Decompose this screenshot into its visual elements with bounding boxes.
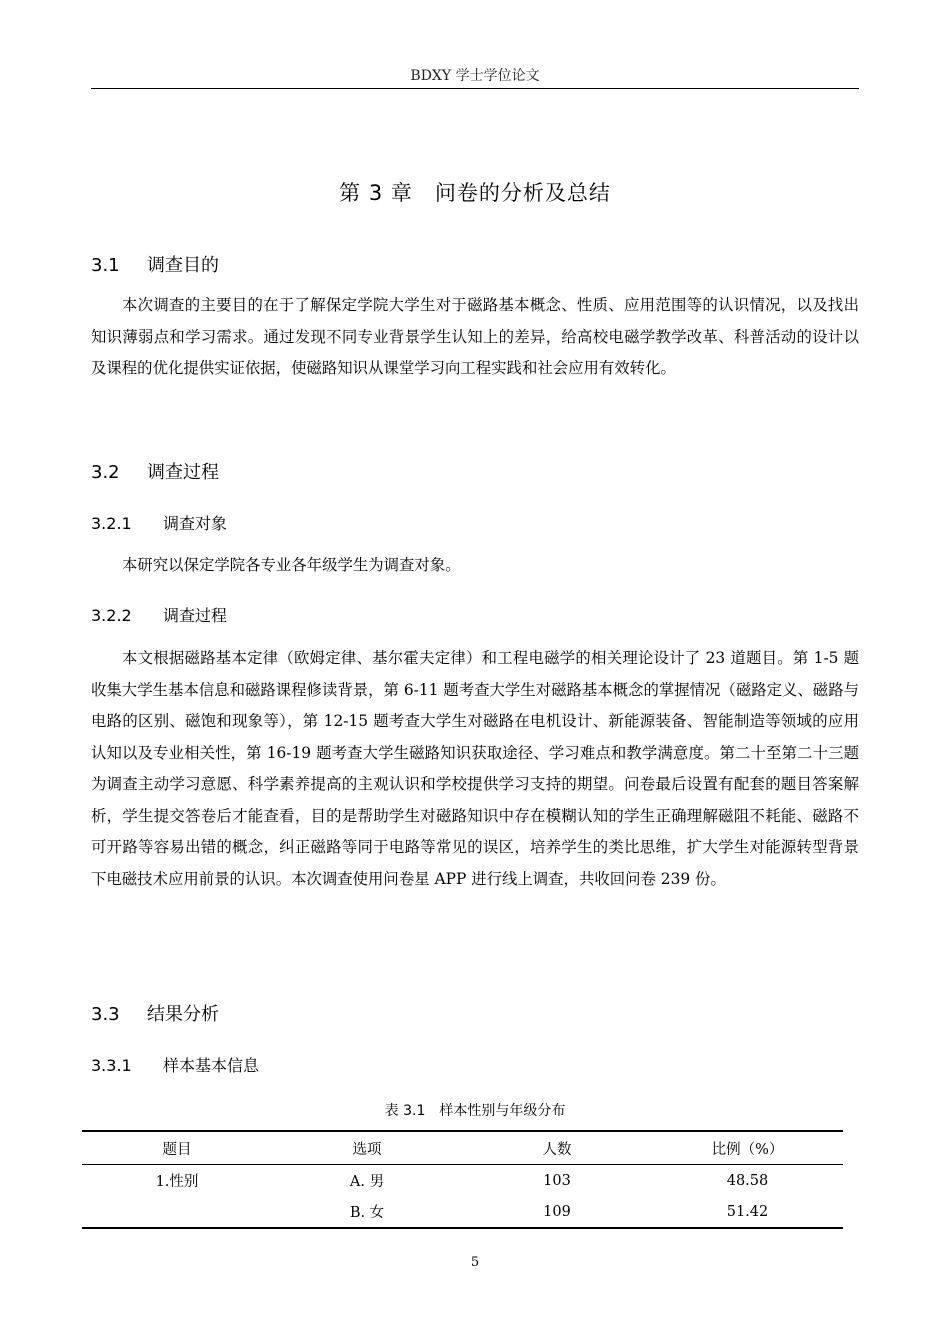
subsection-heading-3-2-2 <box>91 604 227 628</box>
column-header: 人数 <box>462 1131 652 1165</box>
section-number: 3.3 <box>91 1004 120 1025</box>
section-heading-3-1 <box>91 253 219 279</box>
section-number: 3.2.1 <box>91 514 132 533</box>
section-title: 调查过程 <box>163 606 228 625</box>
section-title: 调查对象 <box>163 514 228 533</box>
section-title: 调查目的 <box>147 255 219 276</box>
page-number: 5 <box>470 1255 480 1270</box>
column-header: 题目 <box>82 1131 272 1165</box>
table-row <box>82 1165 843 1197</box>
section-title: 调查过程 <box>147 462 219 483</box>
header-rule <box>91 88 859 89</box>
table-cell: 109 <box>462 1196 652 1228</box>
table-cell: 48.58 <box>726 1172 769 1189</box>
section-heading-3-3 <box>91 1002 219 1028</box>
section-heading-3-2 <box>91 460 219 486</box>
table-cell: 1.性别 <box>155 1174 199 1190</box>
running-header: BDXY 学士学位论文 <box>410 68 540 84</box>
column-header: 比例（%） <box>652 1131 843 1165</box>
subsection-heading-3-2-1 <box>91 512 227 536</box>
column-header: 选项 <box>272 1131 462 1165</box>
section-number: 3.2 <box>91 462 120 483</box>
section-title: 样本基本信息 <box>163 1056 260 1075</box>
table-row <box>82 1196 843 1228</box>
paragraph-process: 本文根据磁路基本定律（欧姆定律、基尔霍夫定律）和工程电磁学的相关理论设计了 23 道题目。第 1-5 题收集大学生基本信息和磁路课程修读背景，第 6-11 题考查大学生对磁路基本概念的掌握情况（磁路定义、磁路与电路的区别、磁饱和现象等），第 12-15 题考查大学生对磁路在电机设计、新能源装备、智能制造等领域的应用认知以及专业相关性，第 16-19 题考查大学生磁路知识获取途径、学习难点和教学满意度。第二十至第二十三题为调查主动学习意愿、科学素养提高的主观认识和学校提供学习支持的期望。问卷最后设置有配套的题目答案解析，学生提交答卷后才能查看，目的是帮助学生对磁路知识中存在模糊认知的学生正确理解磁阻不耗能、磁路不可开路等容易出错的概念，纠正磁路等同于电路等常见的误区，培养学生的类比思维，扩大学生对能源转型背景下电磁技术应用前景的认识。本次调查使用问卷星 APP 进行线上调查，共收回问卷 239 份。 <box>91 649 859 888</box>
table-cell: B. 女 <box>272 1196 462 1228</box>
table-cell: 103 <box>543 1172 571 1189</box>
section-number: 3.3.1 <box>91 1056 132 1075</box>
table-cell <box>82 1196 272 1228</box>
table-cell: A. 男 <box>349 1174 385 1190</box>
section-number: 3.2.2 <box>91 606 132 625</box>
section-title: 结果分析 <box>147 1004 219 1025</box>
chapter-title: 第 3 章 问卷的分析及总结 <box>339 181 611 205</box>
paragraph-purpose: 本次调查的主要目的在于了解保定学院大学生对于磁路基本概念、性质、应用范围等的认识情况，以及找出知识薄弱点和学习需求。通过发现不同专业背景学生认知上的差异，给高校电磁学教学改革、科普活动的设计以及课程的优化提供实证依据，使磁路知识从课堂学习向工程实践和社会应用有效转化。 <box>91 296 859 377</box>
section-number: 3.1 <box>91 255 120 276</box>
subsection-heading-3-3-1 <box>91 1054 259 1078</box>
table-cell: 51.42 <box>652 1196 843 1228</box>
table-caption: 表 3.1 样本性别与年级分布 <box>384 1103 566 1119</box>
table-header-row <box>82 1131 843 1165</box>
paragraph-subjects: 本研究以保定学院各专业各年级学生为调查对象。 <box>122 556 461 574</box>
sample-distribution-table <box>82 1130 843 1229</box>
